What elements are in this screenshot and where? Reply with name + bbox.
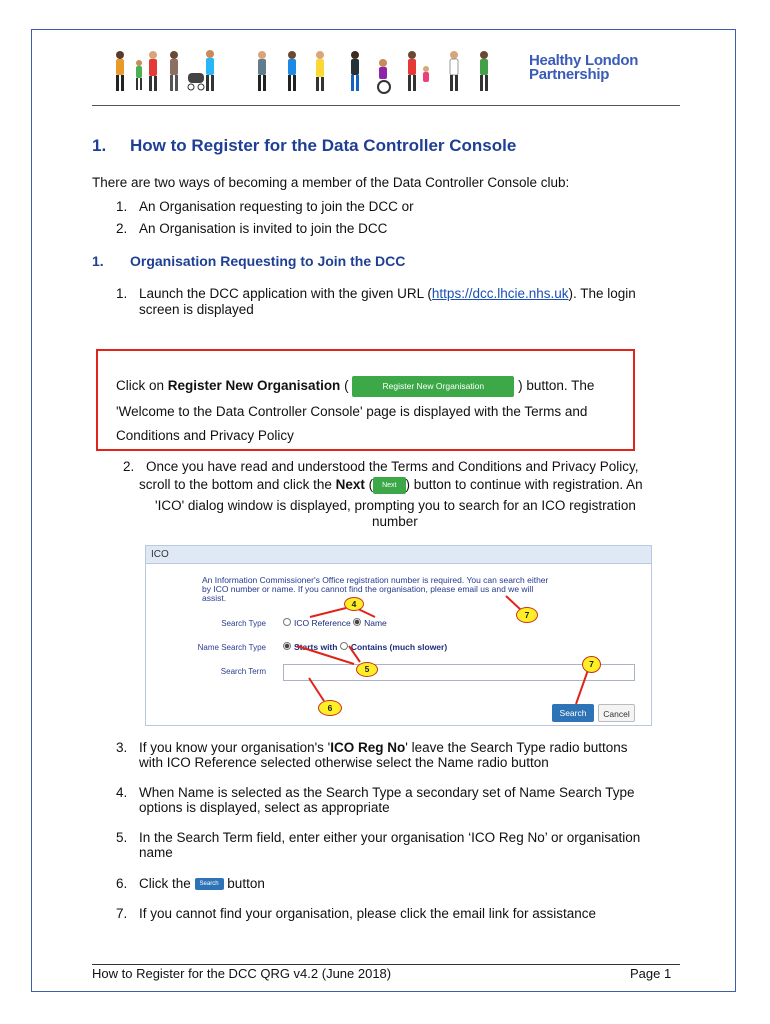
radio-label: ICO Reference bbox=[294, 618, 351, 628]
logo-line1: Healthy London bbox=[529, 52, 639, 69]
register-line2: 'Welcome to the Data Controller Console' page is displayed with the Terms and bbox=[116, 404, 588, 419]
name-search-type-options bbox=[283, 642, 447, 652]
step-text: ) button to continue with registration. An bbox=[405, 477, 643, 493]
callout-7-search: 7 bbox=[582, 656, 601, 673]
logo-line2: Partnership bbox=[529, 66, 610, 83]
way-item-1 bbox=[116, 199, 414, 215]
callout-7-email: 7 bbox=[516, 607, 538, 623]
search-type-label: Search Type bbox=[221, 619, 266, 628]
footer-page-number: Page 1 bbox=[630, 966, 672, 981]
subsection-heading bbox=[92, 253, 405, 269]
footer-doc-title: How to Register for the DCC QRG v4.2 (June 2018) bbox=[92, 966, 392, 981]
arrow-7-email bbox=[506, 596, 521, 610]
radio-label: Name bbox=[364, 618, 387, 628]
radio-label: Contains (much slower) bbox=[350, 642, 448, 652]
instr-bold: Register New Organisation bbox=[167, 378, 341, 394]
dialog-search-button[interactable]: Search bbox=[552, 704, 594, 722]
person-figures bbox=[116, 50, 488, 93]
step-2-line2 bbox=[139, 477, 643, 494]
step-text: ' leave the Search Type radio buttons bbox=[405, 740, 628, 755]
footer-divider bbox=[92, 964, 680, 965]
radio-starts-with[interactable] bbox=[283, 642, 291, 650]
people-illustration-banner bbox=[112, 49, 522, 95]
intro-text: There are two ways of becoming a member of the Data Controller Console club: bbox=[92, 175, 570, 190]
step-text: Click the bbox=[139, 876, 195, 891]
dialog-message-line2: by ICO number or name. If you cannot find the organisation, please email us and we will bbox=[202, 584, 534, 594]
list-text: An Organisation requesting to join the DCC or bbox=[139, 199, 414, 214]
dialog-message-line1: An Information Commissioner's Office registration number is required. You can search either bbox=[202, 575, 549, 585]
step-4 bbox=[116, 785, 635, 801]
step-text: scroll to the bottom and click the bbox=[139, 477, 336, 493]
step-2-line4: number bbox=[372, 514, 418, 529]
step-3-line2: with ICO Reference selected otherwise select the Name radio button bbox=[139, 755, 549, 770]
inline-search-button[interactable]: Search bbox=[195, 878, 224, 890]
step-text: button bbox=[223, 876, 265, 891]
dcc-url-link[interactable]: https://dcc.lhcie.nhs.uk bbox=[431, 286, 569, 301]
list-number: 1. bbox=[116, 286, 128, 301]
step-text: ). The login bbox=[568, 286, 636, 301]
annotation-arrows bbox=[146, 546, 653, 727]
register-instruction bbox=[116, 376, 594, 397]
list-number: 2. bbox=[123, 459, 135, 474]
step-4-line2: options is displayed, select as appropriate bbox=[139, 800, 390, 815]
instr-text: ( bbox=[340, 378, 349, 394]
list-number: 5. bbox=[116, 830, 128, 845]
step-2 bbox=[123, 459, 639, 475]
dialog-cancel-button[interactable]: Cancel bbox=[598, 704, 635, 722]
list-text: An Organisation is invited to join the DCC bbox=[139, 221, 388, 236]
radio-ico-reference[interactable] bbox=[283, 618, 291, 626]
callout-5: 5 bbox=[356, 662, 378, 677]
step-1-line2: screen is displayed bbox=[139, 302, 254, 317]
step-text: If you cannot find your organisation, please click the email link for assistance bbox=[139, 906, 596, 921]
step-text: When Name is selected as the Search Type a secondary set of Name Search Type bbox=[139, 785, 635, 800]
step-text: Launch the DCC application with the given URL ( bbox=[139, 286, 432, 301]
step-bold: Next bbox=[335, 477, 365, 493]
step-text: Once you have read and understood the Terms and Conditions and Privacy Policy, bbox=[146, 459, 639, 474]
register-line3: Conditions and Privacy Policy bbox=[116, 428, 294, 443]
radio-name[interactable] bbox=[353, 618, 361, 626]
step-7 bbox=[116, 906, 596, 922]
callout-4: 4 bbox=[344, 597, 364, 611]
step-5 bbox=[116, 830, 640, 846]
section-title: How to Register for the Data Controller Console bbox=[130, 136, 517, 155]
arrow-4a bbox=[310, 608, 346, 617]
header-divider bbox=[92, 105, 680, 106]
instr-text: ) button. The bbox=[518, 378, 595, 394]
register-new-organisation-button[interactable]: Register New Organisation bbox=[352, 376, 514, 397]
step-2-line3: 'ICO' dialog window is displayed, prompting you to search for an ICO registration bbox=[155, 498, 636, 513]
step-bold: ICO Reg No bbox=[330, 740, 406, 755]
section-heading bbox=[92, 136, 516, 156]
section-number: 1. bbox=[92, 136, 107, 155]
subsection-title: Organisation Requesting to Join the DCC bbox=[130, 253, 406, 269]
radio-label: Starts with bbox=[294, 642, 338, 652]
step-text: ( bbox=[364, 477, 374, 493]
step-1 bbox=[116, 286, 636, 302]
step-3 bbox=[116, 740, 628, 756]
name-search-type-label: Name Search Type bbox=[197, 643, 266, 652]
dialog-message-line3: assist. bbox=[202, 593, 227, 603]
next-button[interactable]: Next bbox=[373, 477, 405, 494]
subsection-number: 1. bbox=[92, 253, 104, 269]
step-text: If you know your organisation's ' bbox=[139, 740, 331, 755]
arrow-6 bbox=[309, 678, 324, 701]
callout-6: 6 bbox=[318, 700, 342, 716]
search-type-options bbox=[283, 618, 387, 628]
way-item-2 bbox=[116, 221, 387, 237]
list-number: 1. bbox=[116, 199, 128, 214]
list-number: 2. bbox=[116, 221, 128, 236]
step-6 bbox=[116, 876, 265, 892]
list-number: 6. bbox=[116, 876, 128, 891]
radio-contains[interactable] bbox=[340, 642, 348, 650]
list-number: 4. bbox=[116, 785, 128, 800]
dialog-title: ICO bbox=[146, 546, 651, 564]
ico-dialog bbox=[145, 545, 652, 726]
search-term-label: Search Term bbox=[220, 667, 266, 676]
healthy-london-logo bbox=[529, 54, 638, 82]
step-text: In the Search Term field, enter either your organisation ‘ICO Reg No’ or organisation bbox=[139, 830, 641, 845]
step-5-line2: name bbox=[139, 845, 173, 860]
list-number: 7. bbox=[116, 906, 128, 921]
list-number: 3. bbox=[116, 740, 128, 755]
instr-text: Click on bbox=[116, 378, 168, 394]
